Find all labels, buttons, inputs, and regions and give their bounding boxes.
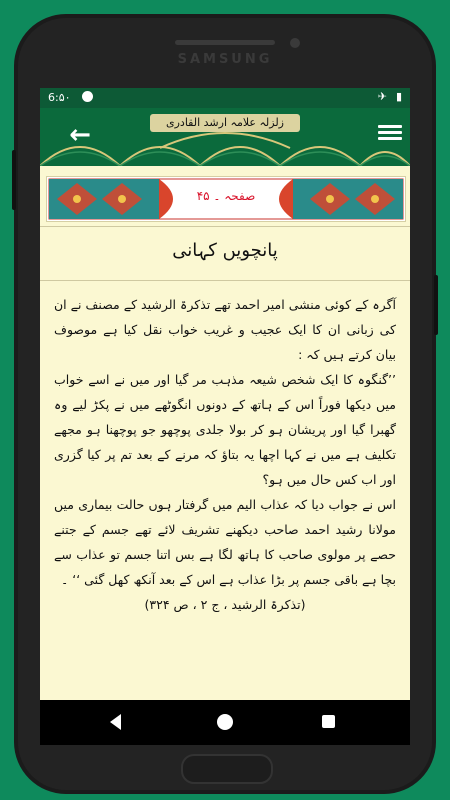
- status-icons: [369, 90, 402, 103]
- airplane-icon: ✈: [377, 90, 387, 103]
- page-banner: [46, 176, 406, 222]
- chapter-title: پانچویں کہانی: [172, 240, 278, 261]
- paragraph-dream: ’’گنگوہ کا ایک شخص شیعہ مذہب مر گیا اور میں نے اسے خواب میں دیکھا فوراً اس کے ہاتھ کے دونوں انگوٹھے میں نے پکڑ لیے وہ گھبرا گیا اور پریشان ہو کر بولا جلدی پوچھو جو پوچھنا ہو مجھے تکلیف ہے میں نے کہا اچھا یہ بتاؤ کہ مرنے کے بعد تم پر کیا گزری اور اب کس حال میں ہو؟: [54, 372, 396, 487]
- banner-divider: [40, 226, 410, 227]
- nav-home-icon[interactable]: [217, 714, 233, 730]
- battery-icon: ▮: [395, 90, 402, 103]
- front-camera: [290, 38, 300, 48]
- nav-back-icon[interactable]: [110, 714, 121, 730]
- app-title: زلزلہ علامہ ارشد القادری: [150, 114, 300, 132]
- paragraph-intro: آگرہ کے کوئی منشی امیر احمد تھے تذکرۃ الرشید کے مصنف نے ان کی زبانی ان کا ایک عجیب و غریب خواب نقل کیا ہے موصوف بیان کرتے ہیں کہ :: [54, 297, 396, 362]
- status-bar: [40, 88, 410, 108]
- app-bar: [40, 108, 410, 166]
- back-arrow-button[interactable]: ←: [69, 120, 91, 150]
- hardware-home-button[interactable]: [181, 754, 273, 784]
- volume-button: [12, 150, 16, 210]
- status-time: 6:۵۰: [48, 91, 71, 104]
- story-text: [54, 292, 396, 617]
- power-button: [434, 275, 438, 335]
- device-brand: SAMSUNG: [177, 52, 273, 67]
- hamburger-menu-icon[interactable]: [378, 122, 402, 144]
- paragraph-answer: اس نے جواب دیا کہ عذاب الیم میں گرفتار ہوں حالت بیماری میں مولانا رشید احمد صاحب دیکھنے تشریف لائے تھے جسم کے جتنے حصے پر مولوی صاحب کا ہاتھ لگا ہے بس اتنا جسم تو عذاب سے بچا ہے باقی جسم پر بڑا عذاب ہے اس کے بعد آنکھ کھل گئی ‘‘ ۔: [54, 497, 396, 587]
- title-divider: [40, 280, 410, 281]
- navigation-bar: [40, 700, 410, 745]
- earpiece-speaker: [175, 40, 275, 45]
- citation: (تذکرۃ الرشید ، ج ۲ ، ص ۳۲۴): [144, 597, 306, 612]
- notification-icon: [82, 91, 93, 102]
- screen: [40, 88, 410, 745]
- nav-recents-icon[interactable]: [322, 715, 335, 728]
- page-number-label: صفحہ ۔ ۴۵: [196, 189, 256, 203]
